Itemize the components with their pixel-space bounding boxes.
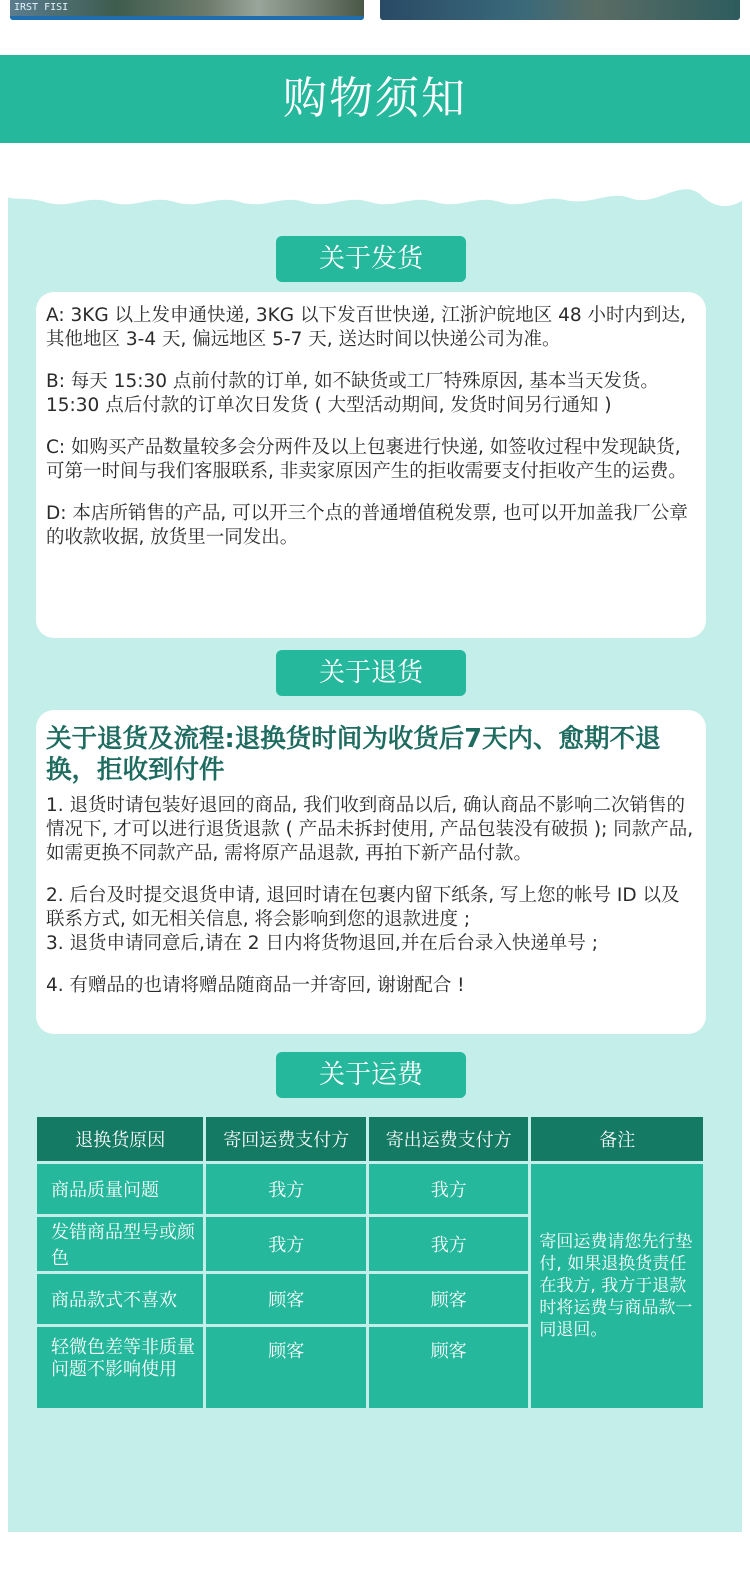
shipping-item-c: C: 如购买产品数量较多会分两件及以上包裹进行快递, 如签收过程中发现缺货, 可第一时间与我们客服联系, 非卖家原因产生的拒收需要支付拒收产生的运费。 [46, 437, 687, 482]
row-send-payer: 顾客 [369, 1274, 528, 1324]
tag-returns: 关于退货 [276, 650, 466, 696]
row-reason: 发错商品型号或颜色 [37, 1217, 203, 1271]
wave-divider [0, 180, 750, 220]
header-note: 备注 [531, 1117, 703, 1161]
returns-item-4: 4. 有赠品的也请将赠品随商品一并寄回, 谢谢配合 ! [46, 975, 465, 996]
tag-freight: 关于运费 [276, 1052, 466, 1098]
returns-title: 关于退货及流程:退换货时间为收货后7天内、愈期不退换，拒收到付件 [46, 724, 661, 785]
shipping-item-b: B: 每天 15:30 点前付款的订单, 如不缺货或工厂特殊原因, 基本当天发货。15:30 点后付款的订单次日发货 ( 大型活动期间, 发货时间另行通知 ) [46, 371, 659, 416]
row-reason: 轻微色差等非质量问题不影响使用 [37, 1327, 203, 1408]
shipping-card [36, 292, 706, 638]
tag-shipping: 关于发货 [276, 236, 466, 282]
page-header [0, 55, 750, 143]
row-reason: 商品款式不喜欢 [37, 1274, 203, 1324]
row-send-payer: 我方 [369, 1164, 528, 1214]
shipping-item-a: A: 3KG 以上发申通快递, 3KG 以下发百世快递, 江浙沪皖地区 48 小时内到达, 其他地区 3-4 天, 偏远地区 5-7 天, 送达时间以快递公司为准。 [46, 305, 686, 350]
freight-note: 寄回运费请您先行垫付, 如果退换货责任在我方, 我方于退款时将运费与商品款一同退回。 [531, 1164, 703, 1408]
row-return-payer: 我方 [206, 1217, 365, 1271]
table-row [37, 1164, 703, 1214]
returns-card [36, 710, 706, 1034]
header-send-payer: 寄出运费支付方 [369, 1117, 528, 1161]
product-photo-left [10, 0, 364, 20]
row-reason: 商品质量问题 [37, 1164, 203, 1214]
product-photo-strip [0, 0, 750, 22]
returns-item-2: 2. 后台及时提交退货申请, 退回时请在包裹内留下纸条, 写上您的帐号 ID 以及联系方式, 如无相关信息, 将会影响到您的退款进度 ; [46, 885, 680, 930]
shipping-item-d: D: 本店所销售的产品, 可以开三个点的普通增值税发票, 也可以开加盖我厂公章的收款收据, 放货里一同发出。 [46, 503, 688, 548]
page-title: 购物须知 [283, 73, 467, 124]
photo-label: IRST FISI [14, 2, 69, 13]
row-return-payer: 顾客 [206, 1327, 365, 1408]
product-photo-right [380, 0, 740, 20]
freight-table [34, 1114, 706, 1411]
header-return-payer: 寄回运费支付方 [206, 1117, 365, 1161]
row-return-payer: 顾客 [206, 1274, 365, 1324]
returns-item-1: 1. 退货时请包装好退回的商品, 我们收到商品以后, 确认商品不影响二次销售的情况下, 才可以进行退货退款 ( 产品未拆封使用, 产品包装没有破损 ); 同款产品, 如需更换不同款产品, 需将原产品退款, 再拍下新产品付款。 [46, 795, 694, 864]
returns-item-3: 3. 退货申请同意后,请在 2 日内将货物退回,并在后台录入快递单号 ; [46, 933, 598, 954]
freight-table-header [37, 1117, 703, 1161]
header-reason: 退换货原因 [37, 1117, 203, 1161]
row-return-payer: 我方 [206, 1164, 365, 1214]
row-send-payer: 顾客 [369, 1327, 528, 1408]
row-send-payer: 我方 [369, 1217, 528, 1271]
